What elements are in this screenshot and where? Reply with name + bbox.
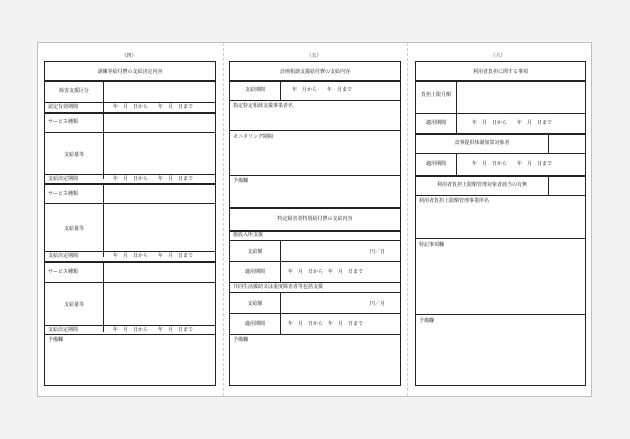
- payment-amount-label: 支給額: [247, 249, 263, 255]
- service-type-label: サービス種類: [48, 191, 79, 197]
- yen-per-month: 円／月: [370, 301, 386, 307]
- applicable-period-label: 適用期間: [425, 161, 446, 167]
- monitoring-period-label: モニタリング期間: [233, 134, 273, 140]
- page-number: （五）: [306, 53, 322, 59]
- date-range: 年 月 日から 年 月 日まで: [113, 176, 194, 182]
- service-type-label: サービス種類: [48, 269, 79, 275]
- date-range: 年 月 日から 年 月 日まで: [113, 253, 194, 259]
- service-type-label: サービス種類: [48, 119, 79, 125]
- applicable-period-label: 適用期間: [425, 120, 446, 126]
- remarks-label: 予備欄: [233, 337, 249, 343]
- user-burden-panel: [415, 61, 586, 386]
- payment-amount-label: 支給量等: [63, 226, 84, 232]
- certification-period-label: 認定有効期間: [48, 104, 79, 110]
- applicable-period-label: 適用期間: [244, 269, 265, 275]
- decision-period-label: 支給決定期間: [48, 176, 79, 182]
- payment-amount-label: 支給額: [247, 301, 263, 307]
- payment-period-label: 支給期間: [244, 87, 265, 93]
- payment-amount-label: 支給量等: [63, 152, 84, 158]
- page-number: （四）: [121, 53, 137, 59]
- date-range: 年 月 日から 年 月 日まで: [288, 321, 364, 327]
- remarks-label: 予備欄: [419, 318, 435, 324]
- facility-support-label: 施設入所支援: [233, 232, 264, 238]
- special-notes-label: 特記事項欄: [419, 242, 445, 248]
- panel-title: 利用者負担に関する事項: [472, 69, 528, 75]
- page-number: （六）: [490, 53, 506, 59]
- disability-category-label: 障害支援区分: [58, 88, 89, 94]
- date-range: 年 月 日から 年 月 日まで: [472, 120, 553, 126]
- meal-subsidy-label: 食事提供体制加算対象者: [454, 140, 510, 146]
- decision-period-label: 支給決定期間: [48, 327, 79, 333]
- limit-management-label: 利用者負担上限額管理対象者該当の有無: [436, 182, 527, 188]
- applicable-period-label: 適用期間: [244, 321, 265, 327]
- plan-consultation-panel: [229, 61, 401, 208]
- remarks-label: 予備欄: [233, 178, 249, 184]
- payment-amount-label: 支給量等: [63, 302, 84, 308]
- decision-period-label: 支給決定期間: [48, 253, 79, 259]
- training-benefit-panel: [44, 61, 216, 386]
- limit-manager-label: 利用者負担上限額管理事業所名: [419, 198, 490, 204]
- special-benefit-panel: [229, 208, 401, 386]
- designated-provider-label: 指定特定相談支援事業者名: [233, 103, 294, 109]
- remarks-label: 予備欄: [48, 337, 64, 343]
- panel-title: 訓練等給付費の支給決定内容: [97, 69, 163, 75]
- yen-per-day: 円／日: [370, 249, 386, 255]
- burden-limit-label: 負担上限月額: [420, 92, 451, 98]
- date-range: 年 月 日から 年 月 日まで: [113, 327, 194, 333]
- date-range: 年 月 日から 年 月 日まで: [472, 161, 553, 167]
- fold-line: [407, 43, 408, 396]
- date-range: 年 月 日から 年 月 日まで: [113, 104, 194, 110]
- date-range: 年 月 日から 年 月 日まで: [288, 269, 364, 275]
- fold-line: [223, 43, 224, 396]
- group-home-label: 共同生活援助又は重度障害者等包括支援: [233, 284, 324, 290]
- date-range: 年 月から 年 月まで: [292, 87, 353, 93]
- panel-title: 特定障害者特別給付費の支給内容: [277, 216, 353, 222]
- panel-title: 計画相談支援給付費の支給内容: [279, 69, 350, 75]
- certificate-sheet: [37, 42, 592, 397]
